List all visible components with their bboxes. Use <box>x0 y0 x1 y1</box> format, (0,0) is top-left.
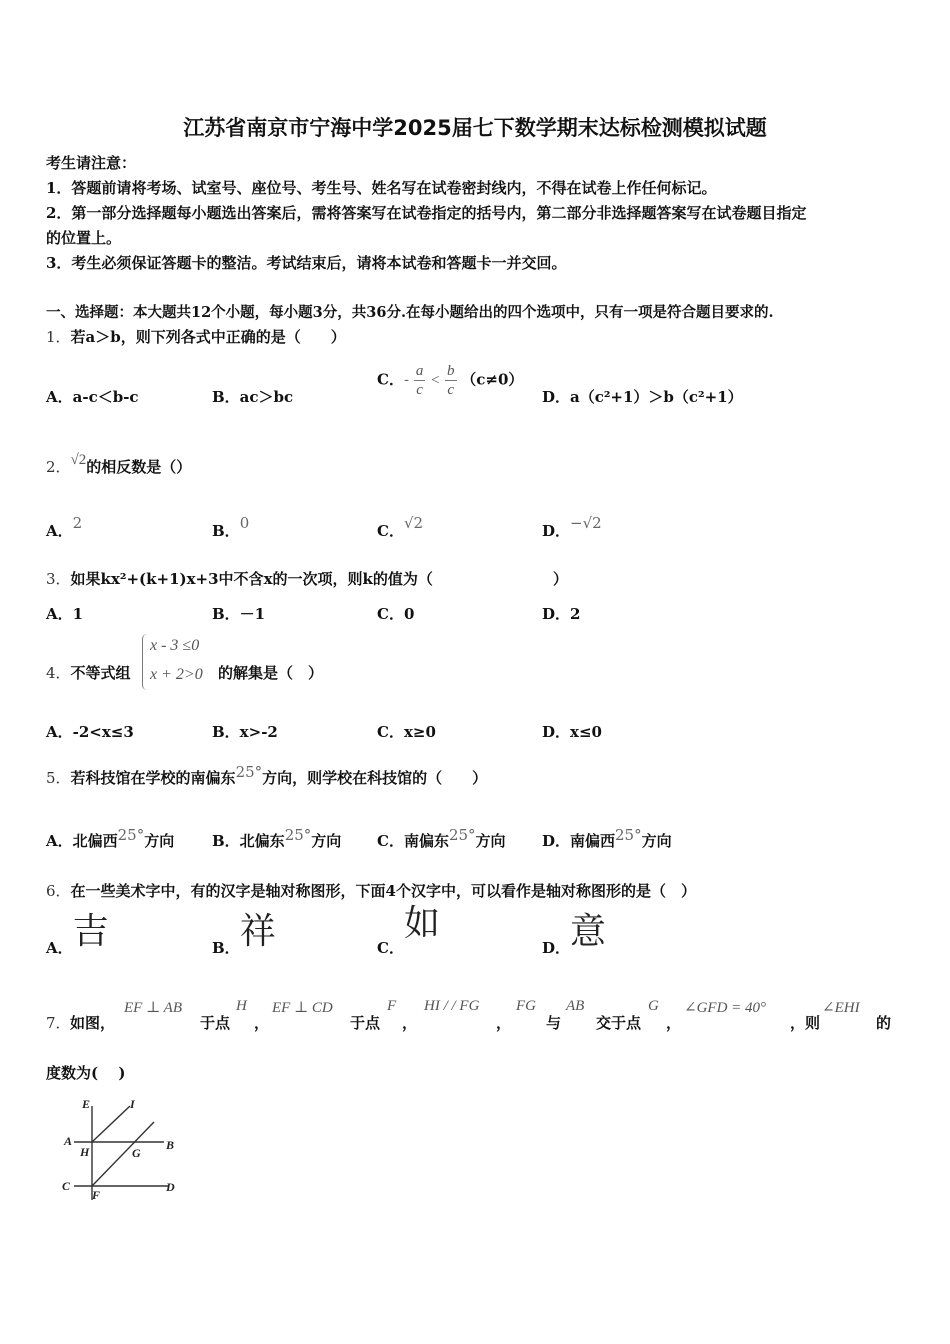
question-3 <box>46 568 568 589</box>
question-stem-post: 的解集是（ ） <box>218 664 324 682</box>
label-f: F <box>92 1188 101 1202</box>
q2-option-d <box>542 512 602 540</box>
line-hi <box>92 1106 130 1142</box>
q1-option-d: D．a（c²+1）＞b（c²+1） <box>542 388 743 406</box>
notice-item-2: 2．第一部分选择题每小题选出答案后，需将答案写在试卷指定的括号内，第二部分非选择题答案写在试卷题目指定 <box>46 204 807 222</box>
q7-math-angle-ehi: ∠EHI <box>822 1000 860 1016</box>
option-label: B． <box>212 522 240 540</box>
q3-option-d: D．2 <box>542 605 581 623</box>
q7-text-1: 如图， <box>70 1014 116 1032</box>
inequality-1: x - 3 ≤0 <box>150 637 200 654</box>
angle-25deg: 25° <box>615 826 642 844</box>
q7-text-6: ， <box>496 1014 512 1032</box>
q2-option-b <box>212 512 250 540</box>
option-text: C．南偏东 <box>377 832 449 850</box>
question-6 <box>46 880 696 901</box>
option-label: C． <box>377 370 404 389</box>
angle-25deg: 25° <box>117 826 145 844</box>
question-stem: 如果kx²+(k+1)x+3中不含x的一次项，则k的值为（ ） <box>70 570 568 588</box>
label-i: I <box>130 1097 135 1111</box>
question-stem: 在一些美术字中，有的汉字是轴对称图形，下面4个汉字中，可以看作是轴对称图形的是（ ） <box>70 882 696 900</box>
option-label: A． <box>46 939 73 957</box>
q7-text-4: 于点 <box>350 1014 381 1032</box>
angle-25deg: 25° <box>235 763 263 781</box>
q2-option-a <box>46 512 83 540</box>
numerator: a <box>415 363 424 379</box>
option-label: B． <box>212 939 240 957</box>
inequality-2: x + 2>0 <box>150 666 203 683</box>
label-g: G <box>132 1146 141 1160</box>
q7-text-3: ， <box>254 1014 270 1032</box>
q3-option-a: A．1 <box>46 605 84 623</box>
option-value: √2 <box>403 514 424 532</box>
minus-sign: - <box>403 370 410 389</box>
notice-item-3: 3．考生必须保证答题卡的整洁。考试结束后，请将本试卷和答题卡一并交回。 <box>46 254 567 272</box>
less-than: < <box>430 372 441 389</box>
q7-text-8: 交于点 <box>596 1014 642 1032</box>
q3-option-b: B．－1 <box>212 605 266 623</box>
q7-text-5: ， <box>402 1014 418 1032</box>
q7-math-h: H <box>236 998 247 1014</box>
question-4-number <box>46 662 131 683</box>
option-suffix: 方向 <box>475 832 506 850</box>
q6-option-d <box>542 913 606 964</box>
option-character: 如 <box>403 903 440 944</box>
q7-math-angle-gfd: ∠GFD = 40° <box>684 1000 767 1016</box>
option-value: 0 <box>239 514 250 532</box>
question-stem-pre: 若科技馆在学校的南偏东 <box>70 769 236 787</box>
option-label: A． <box>46 522 73 540</box>
q5-option-c <box>377 824 506 850</box>
numerator: b <box>447 363 455 379</box>
q7-text-9: ， <box>666 1014 682 1032</box>
q4-option-d: D．x≤0 <box>542 723 602 741</box>
q6-option-c <box>377 903 440 964</box>
option-suffix: 方向 <box>311 832 342 850</box>
q5-option-d <box>542 824 672 850</box>
q4-option-b: B．x>-2 <box>212 723 278 741</box>
label-b: B <box>166 1138 175 1152</box>
option-label: D． <box>542 522 571 540</box>
fraction-a-over-c <box>414 362 426 399</box>
question-number: 1． <box>46 328 71 346</box>
sqrt2: √2 <box>70 452 87 468</box>
notice-item-2-cont: 的位置上。 <box>46 229 122 247</box>
section-heading: 一、选择题：本大题共12个小题，每小题3分，共36分.在每小题给出的四个选项中，只有一项是符合题目要求的. <box>46 304 774 321</box>
q7-math-ab: AB <box>566 998 585 1014</box>
question-stem-post: 方向，则学校在科技馆的（ ） <box>262 769 488 787</box>
denominator: c <box>416 382 423 398</box>
question-number: 4． <box>46 664 71 682</box>
option-suffix: 方向 <box>144 832 175 850</box>
option-value: 2 <box>72 514 83 532</box>
q7-math-g: G <box>648 998 659 1014</box>
angle-25deg: 25° <box>448 826 476 844</box>
option-value: −√2 <box>570 514 602 532</box>
q5-option-b <box>212 824 342 850</box>
question-1 <box>46 326 346 347</box>
option-label: D． <box>542 939 571 957</box>
q4-option-a: A．-2<x≤3 <box>46 723 134 741</box>
label-e: E <box>82 1097 91 1111</box>
line-fg <box>92 1122 154 1186</box>
option-text: B．北偏东 <box>212 832 285 850</box>
q3-option-c: C．0 <box>377 605 415 623</box>
label-c: C <box>62 1179 71 1193</box>
question-number: 6． <box>46 882 71 900</box>
q6-option-b <box>212 913 276 964</box>
denominator: c <box>447 382 455 398</box>
q7-text-11: 的 <box>876 1014 892 1032</box>
option-label: C． <box>377 939 404 957</box>
fraction-b-over-c <box>445 362 457 399</box>
question-7-number: 7． <box>46 1014 71 1032</box>
notice-heading: 考生请注意： <box>46 154 137 172</box>
system-brace <box>142 634 147 690</box>
q6-option-a <box>46 913 109 964</box>
option-text: A．北偏西 <box>46 832 118 850</box>
q1-option-a: A．a-c＜b-c <box>46 388 139 406</box>
page-title: 江苏省南京市宁海中学2025届七下数学期末达标检测模拟试题 <box>183 116 767 140</box>
q5-option-a <box>46 824 175 850</box>
question-stem-pre: 不等式组 <box>70 664 131 682</box>
q7-text-2: 于点 <box>200 1014 231 1032</box>
question-number: 2． <box>46 458 71 476</box>
q7-text-7: 与 <box>546 1014 562 1032</box>
question-number: 5． <box>46 769 71 787</box>
q1-option-b: B．ac＞bc <box>212 388 294 406</box>
label-h: H <box>80 1145 90 1159</box>
q7-text-10: ，则 <box>790 1014 821 1032</box>
question-stem: 若a＞b，则下列各式中正确的是（ ） <box>70 328 346 346</box>
question-number: 3． <box>46 570 71 588</box>
option-character: 祥 <box>239 911 276 952</box>
option-text: D．南偏西 <box>542 832 616 850</box>
geometry-figure <box>56 1094 186 1206</box>
notice-item-1: 1．答题前请将考场、试室号、座位号、考生号、姓名写在试卷密封线内，不得在试卷上作任何标记。 <box>46 179 717 197</box>
option-label: C． <box>377 522 404 540</box>
q2-option-c <box>377 512 424 540</box>
label-a: A <box>64 1134 73 1148</box>
question-stem: 的相反数是（） <box>86 458 192 476</box>
question-5 <box>46 761 488 787</box>
label-d: D <box>166 1180 175 1194</box>
q7-line-2: 度数为( ) <box>46 1064 126 1082</box>
question-2 <box>46 448 192 476</box>
q7-math-hi-parallel-fg: HI / / FG <box>424 998 480 1014</box>
option-suffix: 方向 <box>641 832 672 850</box>
q7-math-fg: FG <box>516 998 536 1014</box>
option-character: 吉 <box>72 911 109 952</box>
q7-math-f: F <box>387 998 397 1014</box>
q7-math-ef-perp-ab: EF ⊥ AB <box>124 1000 182 1016</box>
q7-math-ef-perp-cd: EF ⊥ CD <box>272 1000 333 1016</box>
condition: （c≠0） <box>461 370 524 389</box>
q4-option-c: C．x≥0 <box>377 723 436 741</box>
option-character: 意 <box>570 911 607 952</box>
q1-option-c <box>377 362 523 399</box>
angle-25deg: 25° <box>284 826 312 844</box>
